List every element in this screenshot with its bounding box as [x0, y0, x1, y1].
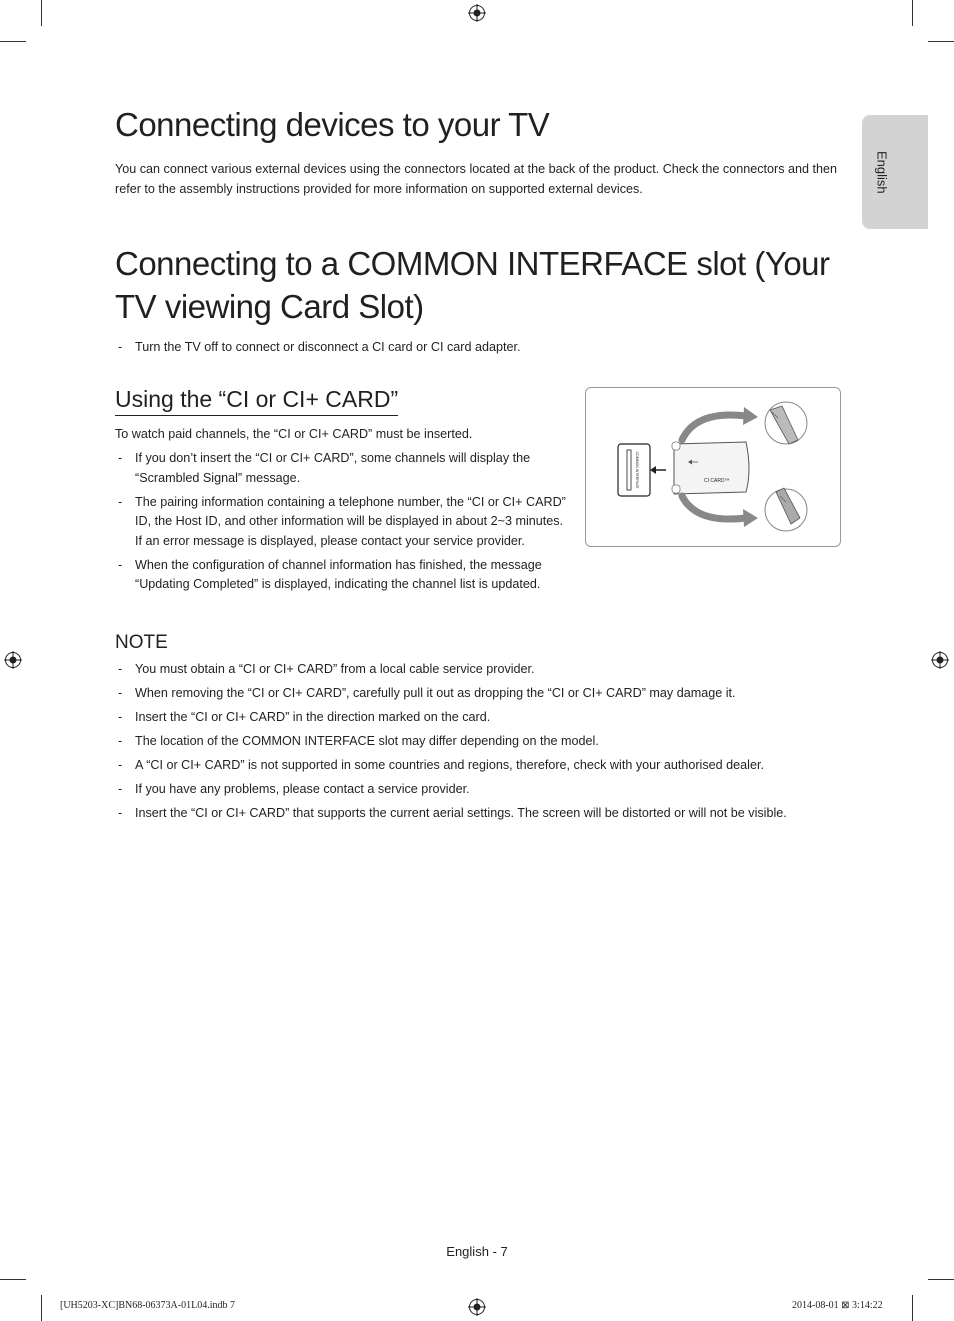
bullet-dash: - [118, 782, 123, 796]
subsection-title-using-ci-card: Using the “CI or CI+ CARD” [115, 386, 398, 416]
print-file-info: [UH5203-XC]BN68-06373A-01L04.indb 7 [60, 1300, 235, 1311]
intro-paragraph: You can connect various external devices using the connectors located at the back of the product. Check the connectors and then refer to the assembly instructions provided for more information on supported external devices. [115, 162, 838, 196]
bullet-dash: - [118, 494, 123, 509]
crop-mark [41, 1295, 42, 1321]
crop-mark [912, 0, 913, 26]
ci-intro: To watch paid channels, the “CI or CI+ CARD” must be inserted. [115, 427, 473, 441]
section-title-common-interface: Connecting to a COMMON INTERFACE slot (Your TV viewing Card Slot) [115, 245, 830, 325]
bullet-dash: - [118, 758, 123, 772]
crop-mark [928, 1279, 954, 1280]
list-item: - If you have any problems, please contact a service provider. [115, 780, 840, 800]
print-timestamp: 2014-08-01 ⊠ 3:14:22 [792, 1300, 883, 1311]
ci-list [115, 449, 567, 599]
bullet-dash: - [118, 806, 123, 820]
page-title: Connecting devices to your TV [115, 106, 550, 143]
note-list [115, 660, 840, 828]
crop-mark [41, 0, 42, 26]
list-item: - If you don’t insert the “CI or CI+ CARD”, some channels will display the “Scrambled Signal” message. [118, 451, 531, 485]
card-label: CI CARD™ [704, 478, 730, 484]
list-item: - The location of the COMMON INTERFACE slot may differ depending on the model. [115, 732, 840, 752]
ci-card-insertion-figure [585, 387, 841, 547]
section2-list [115, 338, 835, 362]
registration-mark-icon [931, 651, 949, 669]
bullet-dash: - [118, 451, 123, 465]
bullet-dash: - [118, 557, 123, 572]
crop-mark [0, 1279, 26, 1280]
list-item: - You must obtain a “CI or CI+ CARD” from a local cable service provider. [115, 660, 840, 680]
list-item: - When removing the “CI or CI+ CARD”, carefully pull it out as dropping the “CI or CI+ CARD” may damage it. [115, 684, 840, 704]
list-item: - Insert the “CI or CI+ CARD” in the direction marked on the card. [115, 708, 840, 728]
list-item: - Insert the “CI or CI+ CARD” that supports the current aerial settings. The screen will be distorted or will not be visible. [115, 804, 840, 824]
bullet-dash: - [118, 710, 123, 724]
registration-mark-icon [468, 1298, 486, 1316]
crop-mark [912, 1295, 913, 1321]
registration-mark-icon [4, 651, 22, 669]
crop-mark [928, 41, 954, 42]
bullet-dash: - [118, 340, 123, 354]
ci-card-illustration [586, 388, 840, 546]
slot-label: COMMON INTERFACE [635, 451, 639, 489]
list-item: - The pairing information containing a telephone number, the “CI or CI+ CARD” ID, the Host ID, and other information will be displayed in about 2~3 minutes. If an error message is displayed, please contact your service provider. [118, 494, 566, 548]
list-item: - A “CI or CI+ CARD” is not supported in some countries and regions, therefore, check with your authorised dealer. [115, 756, 840, 776]
crop-mark [0, 41, 26, 42]
note-heading: NOTE [115, 632, 168, 653]
page-number: English - 7 [446, 1244, 508, 1259]
bullet-dash: - [118, 686, 123, 700]
bullet-dash: - [118, 662, 123, 676]
bullet-dash: - [118, 734, 123, 748]
list-item: - Turn the TV off to connect or disconnect a CI card or CI card adapter. [115, 338, 835, 358]
language-tab-label: English [874, 150, 890, 194]
list-item: - When the configuration of channel information has finished, the message “Updating Completed” is displayed, indicating the channel list is updated. [118, 557, 542, 591]
language-tab-label-wrap [862, 115, 902, 229]
registration-mark-icon [468, 4, 486, 22]
